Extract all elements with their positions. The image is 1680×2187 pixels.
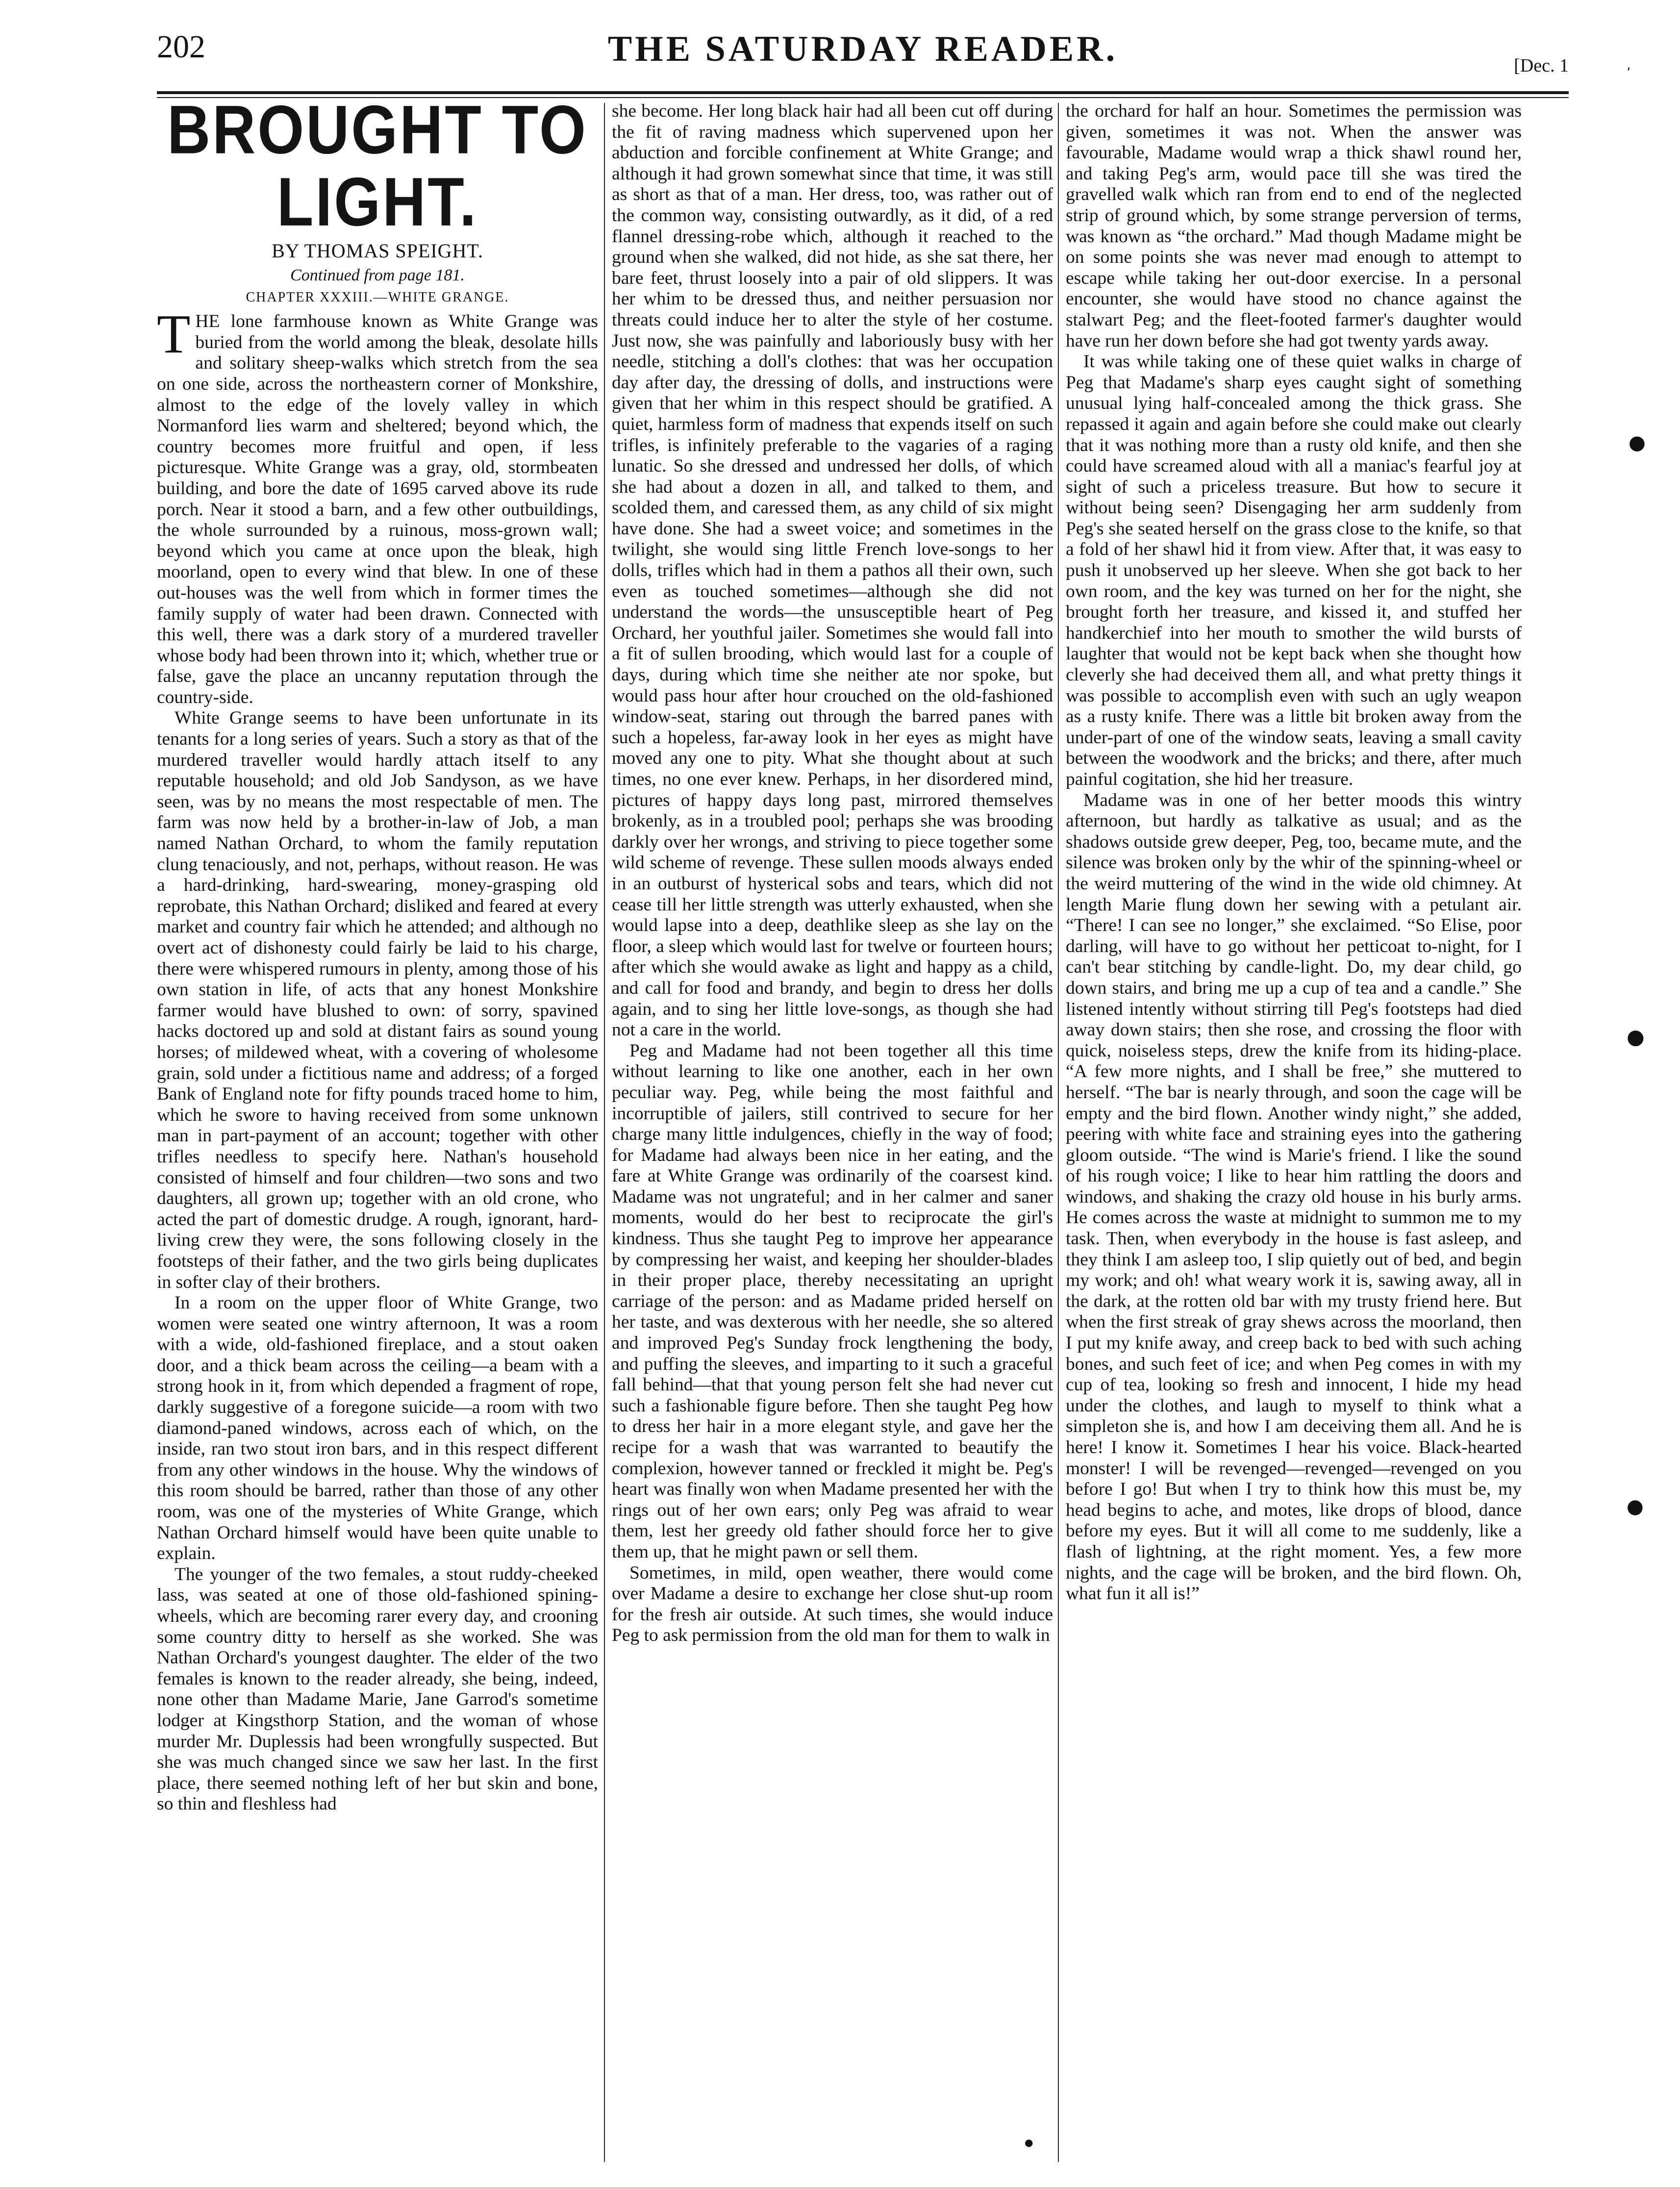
column-3	[1066, 101, 1522, 2160]
continued-note: Continued from page 181.	[290, 266, 465, 285]
column-divider	[604, 103, 605, 2162]
paragraph	[157, 304, 598, 708]
paragraph-text: It was while taking one of these quiet walks in charge of Peg that Madame's sharp eyes caught sight of something unusual lying half-concealed among the thick grass. She repassed it again and again before she could make out clearly that it was nothing more than a rusty old knife, and then she could have screamed aloud with all a maniac's fearful joy at sight of such a priceless treasure. But how to secure it without being seen? Disengaging her arm suddenly from Peg's she seated herself on the grass close to the knife, so that a fold of her shawl hid it from view. After that, it was easy to push it unobserved up her sleeve. When she got back to her own room, and the key was turned on her for the night, she brought forth her treasure, and kissed it, and stuffed her handkerchief into her mouth to smother the wild bursts of laughter that would not be kept back when she thought how cleverly she had deceived them all, and what pretty things it was possible to accomplish even with such an ugly weapon as a rusty knife. There was a little bit broken away from the under-part of one of the window seats, leaving a small cavity between the woodwork and the bricks; and there, after much painful cogitation, she hid her treasure.	[1066, 352, 1522, 789]
paragraph	[612, 1041, 1053, 1563]
header-rule-thin	[157, 97, 1569, 98]
paragraph-text: In a room on the upper floor of White Grange, two women were seated one wintry afternoon, It was a room with a wide, old-fashioned fireplace, and a stout oaken door, and a thick beam across the ceiling—a beam with a strong hook in it, from which depended a fragment of rope, darkly suggestive of a foregone suicide—a room with two diamond-paned windows, across each of which, on the inside, ran two stout iron bars, and in this respect different from any other windows in the house. Why the windows of this room should be barred, rather than those of any other room, was one of the mysteries of White Grange, which Nathan Orchard himself would have been quite unable to explain.	[157, 1293, 598, 1564]
paragraph	[612, 101, 1053, 1041]
page-number: 202	[157, 29, 205, 65]
paragraph	[1066, 790, 1522, 1605]
column-body	[1066, 101, 1522, 1605]
paragraph	[1066, 101, 1522, 352]
chapter-heading: CHAPTER XXXIII.—WHITE GRANGE.	[246, 290, 509, 305]
paragraph-text: the orchard for half an hour. Sometimes the permission was given, sometimes it was not. When the answer was favourable, Madame would wrap a thick shawl round her, and taking Peg's arm, would pace till she was tired the gravelled walk which ran from end to end of the neglected strip of ground which, by some strange perversion of terms, was known as “the orchard.” Mad though Madame might be on some points she was never mad enough to attempt to escape while taking her out-door exercise. In a personal encounter, she would have stood no chance against the stalwart Peg; and the fleet-footed farmer's daughter would have run her down before she had got twenty yards away.	[1066, 101, 1522, 351]
paragraph	[612, 1563, 1053, 1646]
column-2	[612, 101, 1053, 2160]
column-divider	[1058, 103, 1059, 2162]
paragraph	[1066, 352, 1522, 790]
issue-date: [Dec. 1	[1514, 55, 1569, 76]
ink-blot: ●	[1025, 2137, 1033, 2148]
paragraph	[157, 1564, 598, 1815]
ink-blot: ●	[1629, 431, 1646, 454]
paragraph-text: she become. Her long black hair had all been cut off during the fit of raving madness which supervened upon her abduction and forcible confinement at White Grange; and although it had grown somewhat since that time, it was still as short as that of a man. Her dress, too, was rather out of the common way, consisting outwardly, as it did, of a red flannel dressing-robe which, although it reached to the ground when she walked, did not hide, as she sat there, her bare feet, thrust loosely into a pair of old slippers. It was her whim to be dressed thus, and neither persuasion nor threats could induce her to alter the style of her costume. Just now, she was painfully and laboriously busy with her needle, stitching a doll's clothes: that was her occupation day after day, the dressing of dolls, and instructions were given that her whim in this respect should be gratified. A quiet, harmless form of madness that expends itself on such trifles, is infinitely preferable to the vagaries of a raging lunatic. So she dressed and undressed her dolls, of which she had about a dozen in all, and talked to them, and scolded them, and caressed them, as any child of six might have done. She had a sweet voice; and sometimes in the twilight, she would sing little French love-songs to her dolls, trifles which had in them a pathos all their own, such even as touched sometimes—although she did not understand the words—the unsusceptible heart of Peg Orchard, her youthful jailer. Sometimes she would fall into a fit of sullen brooding, which would last for a couple of days, during which time she neither ate nor spoke, but would pass hour after hour crouched on the old-fashioned window-seat, staring out through the barred panes with such a hopeless, far-away look in her eyes as might have moved any one to pity. What she thought about at such times, no one ever knew. Perhaps, in her disordered mind, pictures of happy days long past, mirrored themselves brokenly, as in a troubled pool; perhaps she was brooding darkly over her wrongs, and striving to piece together some wild scheme of revenge. These sullen moods always ended in an outburst of hysterical sobs and tears, which did not cease till her little strength was utterly exhausted, when she would lapse into a deep, deathlike sleep as she lay on the floor, a sleep which would last for twelve or fourteen hours; after which she would awake as light and happy as a child, and call for food and brandy, and begin to dress her dolls again, and to sing her little love-songs, as though she had not a care in the world.	[612, 101, 1053, 1040]
drop-cap: T	[157, 304, 191, 365]
margin-mark: ‚	[1627, 58, 1631, 73]
byline: BY THOMAS SPEIGHT.	[272, 240, 483, 262]
masthead: THE SATURDAY READER.	[607, 29, 1118, 69]
paragraph	[157, 708, 598, 1293]
article-title: BROUGHT TO LIGHT.	[167, 101, 588, 240]
paragraph	[157, 1293, 598, 1564]
paragraph-text: The younger of the two females, a stout ruddy-cheeked lass, was seated at one of those old-fashioned spining-wheels, which are becoming rarer every day, and crooning some country ditty to herself as she worked. She was Nathan Orchard's youngest daughter. The elder of the two females is known to the reader already, she being, indeed, none other than Madame Marie, Jane Garrod's sometime lodger at Kingsthorp Station, and the woman of whose murder Mr. Duplessis had been wrongfully suspected. But she was much changed since we saw her last. In the first place, there seemed nothing left of her but skin and bone, so thin and fleshless had	[157, 1564, 598, 1814]
ink-blot: ●	[1627, 1495, 1644, 1518]
paragraph-text: Peg and Madame had not been together all this time without learning to like one another, each in her own peculiar way. Peg, while being the most faithful and incorruptible of jailers, still contrived to secure for her charge many little indulgences, chiefly in the way of food; for Madame had always been nice in her eating, and the fare at White Grange was ordinarily of the coarsest kind. Madame was not ungrateful; and in her calmer and saner moments, would do her best to reciprocate the girl's kindness. Thus she taught Peg to improve her appearance by compressing her waist, and keeping her shoulder-blades in their proper place, thereby necessitating an upright carriage of the person: and as Madame prided herself on her taste, and was dexterous with her needle, she so altered and improved Peg's Sunday frock lengthening the body, and puffing the sleeves, and imparting to it such a graceful fall behind—that that young person felt she had never cut such a fashionable figure before. Then she taught Peg how to dress her hair in a more elegant style, and gave her the recipe for a wash that was warranted to beautify the complexion, however tanned or freckled it might be. Peg's heart was finally won when Madame presented her with the rings out of her own ears; only Peg was afraid to wear them, lest her greedy old father should force her to give them up, that he might pawn or sell them.	[612, 1040, 1053, 1562]
page-header	[157, 20, 1569, 83]
paragraph-text: White Grange seems to have been unfortunate in its tenants for a long series of years. Such a story as that of the murdered traveller would hardly attach itself to any reputable household; and old Job Sandyson, as we have seen, was by no means the most respectable of men. The farm was now held by a brother-in-law of Job, a man named Nathan Orchard, to whom the family reputation clung tenaciously, and not, perhaps, without reason. He was a hard-drinking, hard-swearing, money-grasping old reprobate, this Nathan Orchard; disliked and feared at every market and country fair which he attended; and although no overt act of dishonesty could fairly be laid to his charge, there were whispered rumours in plenty, among those of his own station in life, of acts that any honest Monkshire farmer would have blushed to own: of sorry, spavined hacks doctored up and sold at distant fairs as sound young horses; of mildewed wheat, with a covering of wholesome grain, sold under a fictitious name and address; of a forged Bank of England note for fifty pounds traced home to him, which he swore to having received from some unknown man in part-payment of an account; together with other trifles needless to specify here. Nathan's household consisted of himself and four children—two sons and two daughters, all grown up; together with an old crone, who acted the part of domestic drudge. A rough, ignorant, hard-living crew they were, the sons following closely in the footsteps of their father, and the two girls being duplicates in softer clay of their brothers.	[157, 708, 598, 1292]
paragraph-text: Sometimes, in mild, open weather, there would come over Madame a desire to exchange her close shut-up room for the fresh air outside. At such times, she would induce Peg to ask permission from the old man for them to walk in	[612, 1562, 1053, 1646]
header-rule	[157, 91, 1569, 94]
ink-blot: ●	[1627, 1025, 1645, 1049]
paragraph-text: HE lone farmhouse known as White Grange was buried from the world among the bleak, desolate hills and solitary sheep-walks which stretch from the sea on one side, across the northeastern corner of Monkshire, almost to the edge of the lovely valley in which Normanford lies warm and sheltered; beyond which, the country becomes more fruitful and open, if less picturesque. White Grange was a gray, old, stormbeaten building, and bore the date of 1695 carved above its rude porch. Near it stood a barn, and a few other outbuildings, the whole surrounded by a ruinous, moss-grown wall; beyond which you came at once upon the bleak, high moorland, open to every wind that blew. In one of these out-houses was the well from which in former times the family supply of water had been drawn. Connected with this well, there was a dark story of a murdered traveller whose body had been thrown into it; which, whether true or false, gave the place an uncanny reputation through the country-side.	[157, 311, 598, 707]
column-body	[612, 101, 1053, 1646]
paragraph-text: Madame was in one of her better moods this wintry afternoon, but hardly as talkative as usual; and as the shadows outside grew deeper, Peg, too, became mute, and the silence was broken only by the whir of the spinning-wheel or the weird muttering of the wind in the wide old chimney. At length Marie flung down her sewing with a petulant air. “There! I can see no longer,” she exclaimed. “So Elise, poor darling, will have to go without her petticoat to-night, for I can't bear stitching by candle-light. Do, my dear child, go down stairs, and bring me up a cup of tea and a candle.” She listened intently without stirring till Peg's footsteps had died away down stairs; then she rose, and crossing the floor with quick, noiseless steps, drew the knife from its hiding-place. “A few more nights, and I shall be free,” she muttered to herself. “The bar is nearly through, and soon the cage will be empty and the bird flown. Another windy night,” she added, peering with white face and straining eyes into the gathering gloom outside. “The wind is Marie's friend. I like the sound of his rough voice; I like to hear him rattling the doors and windows, and shaking the crazy old house in his burly arms. He comes across the waste at midnight to summon me to my task. Then, when everybody in the house is fast asleep, and they think I am asleep too, I slip quietly out of bed, and begin my work; and oh! what weary work it is, sawing away, all in the dark, at the rotten old bar with my trusty friend here. But when the first streak of gray shews across the moorland, then I put my knife away, and creep back to bed with such aching bones, and such feet of ice; and when Peg comes in with my cup of tea, looking so fresh and innocent, I hide my head under the clothes, and laugh to myself to think what a simpleton she is, and how I am deceiving them all. And he is here! I know it. Sometimes I hear his voice. Black-hearted monster! I will be revenged—revenged—revenged on you before I go! But when I try to think how this must be, my head begins to ache, and motes, like drops of blood, dance before my eyes. But it will all come to me suddenly, like a flash of lightning, at the right moment. Yes, a few more nights, and the cage will be broken, and the bird flown. Oh, what fun it all is!”	[1066, 790, 1522, 1604]
column-body	[157, 304, 598, 1815]
column-1	[157, 101, 598, 2160]
